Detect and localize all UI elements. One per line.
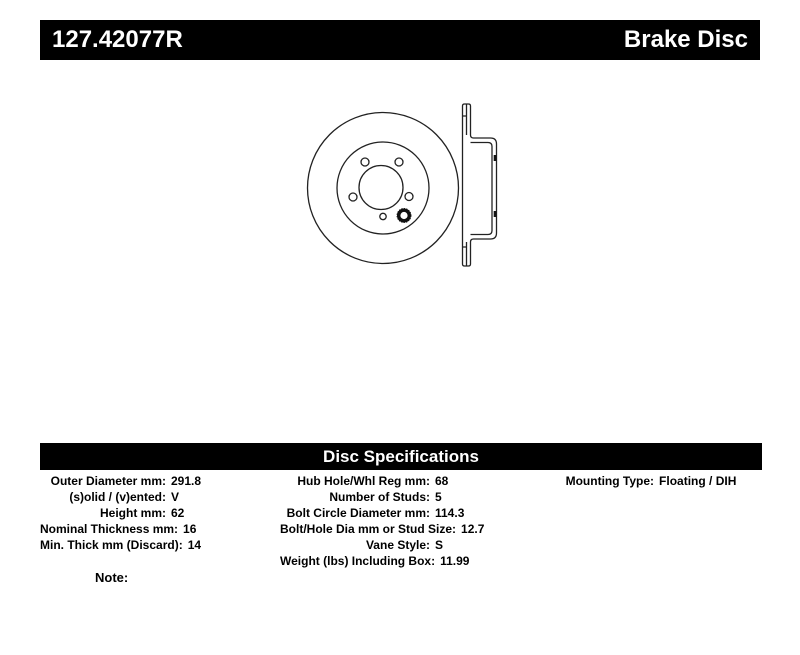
spec-label: (s)olid / (v)ented:	[69, 489, 166, 504]
stud-hole-bottom	[380, 213, 386, 219]
spec-value: 62	[171, 505, 185, 520]
set-screw-hole	[397, 209, 411, 223]
brake-disc-cross-section	[463, 104, 497, 266]
spec-row	[280, 506, 530, 522]
stud-hole	[405, 193, 413, 201]
spec-row	[280, 554, 530, 570]
note-label: Note:	[95, 570, 129, 585]
spec-value: 12.7	[461, 521, 485, 536]
spec-label: Nominal Thickness mm:	[40, 521, 179, 536]
spec-label: Number of Studs:	[329, 489, 430, 504]
spec-value: V	[171, 489, 180, 504]
spec-row	[40, 490, 280, 506]
part-number: 127.42077R	[52, 26, 183, 53]
product-type-title: Brake Disc	[623, 26, 748, 53]
spec-value: 16	[183, 521, 197, 536]
spec-label: Vane Style:	[365, 537, 430, 552]
spec-row	[280, 474, 530, 490]
stud-hole	[361, 158, 369, 166]
stud-hole	[395, 158, 403, 166]
stud-hole	[349, 193, 357, 201]
spec-value: Floating / DIH	[659, 474, 737, 488]
spec-row	[280, 490, 530, 506]
spec-row	[40, 506, 280, 522]
spec-label: Min. Thick mm (Discard):	[40, 537, 183, 552]
spec-value: 114.3	[435, 505, 465, 520]
spec-row	[40, 522, 280, 538]
spec-label: Weight (lbs) Including Box:	[280, 553, 436, 568]
spec-label: Hub Hole/Whl Reg mm:	[297, 474, 430, 488]
hub-hole-circle	[359, 166, 403, 210]
spec-label: Mounting Type:	[565, 474, 655, 488]
spec-value: S	[435, 537, 444, 552]
spec-row	[280, 538, 530, 554]
spec-value: 11.99	[440, 553, 470, 568]
header-bar	[40, 20, 760, 60]
spec-value: 291.8	[171, 474, 202, 488]
brake-disc-front-view	[308, 113, 459, 264]
outer-diameter-circle	[308, 113, 459, 264]
spec-label: Height mm:	[100, 505, 166, 520]
spec-column-2	[280, 474, 530, 569]
spec-label: Bolt/Hole Dia mm or Stud Size:	[280, 521, 457, 536]
spec-label: Outer Diameter mm:	[50, 474, 166, 488]
section-title: Disc Specifications	[323, 446, 479, 466]
brake-disc-drawing-icon	[290, 95, 510, 280]
spec-value: 5	[435, 489, 442, 504]
spec-row	[40, 538, 280, 554]
spec-row	[40, 474, 280, 490]
spec-row	[540, 474, 762, 490]
spec-column-1	[40, 474, 280, 554]
spec-label: Bolt Circle Diameter mm:	[286, 505, 430, 520]
spec-row	[280, 522, 530, 538]
spec-value: 68	[435, 474, 449, 488]
section-title-bar	[40, 443, 762, 470]
spec-column-3	[540, 474, 762, 490]
spec-value: 14	[187, 537, 202, 552]
